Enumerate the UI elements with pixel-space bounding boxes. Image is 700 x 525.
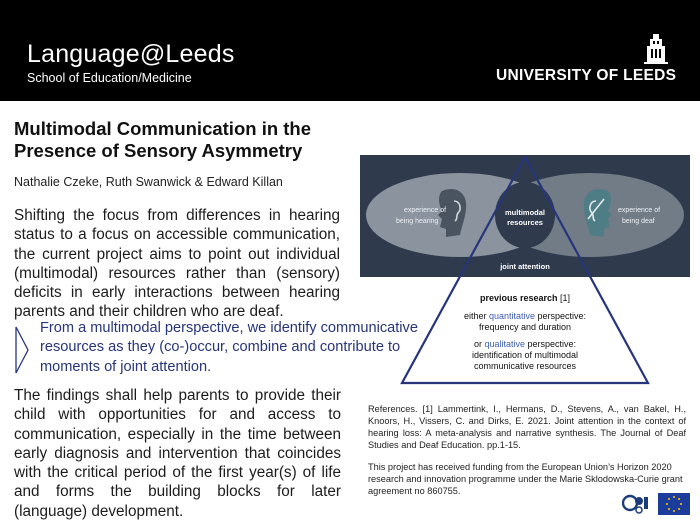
- title-line-1: Multimodal Communication in the: [14, 118, 312, 139]
- funder-logos: [622, 491, 692, 517]
- msca-logo-icon: [623, 496, 648, 513]
- poster-title: [14, 118, 354, 162]
- quantitative-line: either quantitative perspective:: [463, 311, 587, 321]
- eu-flag-icon: [658, 493, 690, 515]
- callout-block: [14, 319, 418, 381]
- authors: Nathalie Czeke, Ruth Swanwick & Edward Killan: [14, 175, 283, 189]
- title-line-2: Presence of Sensory Asymmetry: [14, 140, 303, 161]
- identification-line-2: communicative resources: [473, 361, 577, 371]
- previous-research-heading: previous research [1]: [479, 293, 571, 303]
- qualitative-line: or qualitative perspective:: [473, 339, 577, 349]
- deaf-label-2: being deaf: [622, 218, 655, 225]
- deaf-label-1: experience of: [618, 207, 661, 214]
- findings-paragraph: The findings shall help parents to provide their child with opportunities for and access to communication, especially in the time between early diagnosis and intervention that coincides with the critical period of the first year(s) of life and forms the building blocks for later (language) development.: [14, 387, 341, 520]
- intro-paragraph: Shifting the focus from differences in hearing status to a focus on accessible communication, the current project aims to point out individual (multimodal) resources rather than (sensory) deficits in early interactions between hearing parents and their children who are deaf.: [14, 207, 340, 321]
- frequency-line: frequency and duration: [478, 322, 572, 332]
- center-label-1: multimodal: [504, 208, 546, 217]
- funding-statement: This project has received funding from the European Union’s Horizon 2020 research and innovation programme under the Marie Sklodowska-Curie grant agreement no 860755.: [368, 462, 683, 496]
- center-label-2: resources: [507, 218, 543, 227]
- hearing-label-1: experience of: [404, 207, 447, 214]
- school-subtitle: School of Education/Medicine: [27, 71, 192, 85]
- university-tower-icon: [643, 34, 669, 64]
- references: References. [1] Lammertink, I., Hermans, D., Stevens, A., van Bakel, H., Knoors, H., Vissers, C. and Dirks, E. 2021. Joint attention in the context of hearing loss: A meta-analysis and narrative synthesis. The Journal of Deaf Studies and Deaf Education. pp.1-15.: [368, 404, 686, 450]
- hearing-label-2: being hearing: [396, 218, 439, 225]
- university-logo: [496, 34, 676, 84]
- brand-title: Language@Leeds: [27, 40, 235, 68]
- joint-attention-label: joint attention: [500, 262, 550, 271]
- callout-chevron-icon: [14, 325, 30, 375]
- university-name: UNIVERSITY OF LEEDS: [496, 67, 677, 84]
- callout-text: From a multimodal perspective, we identify communicative resources as they (co-)occur, combine and contribute to moments of joint attention.: [40, 320, 418, 375]
- joint-attention-diagram: [360, 155, 690, 387]
- identification-line-1: identification of multimodal: [471, 350, 579, 360]
- header-bar: [0, 0, 700, 101]
